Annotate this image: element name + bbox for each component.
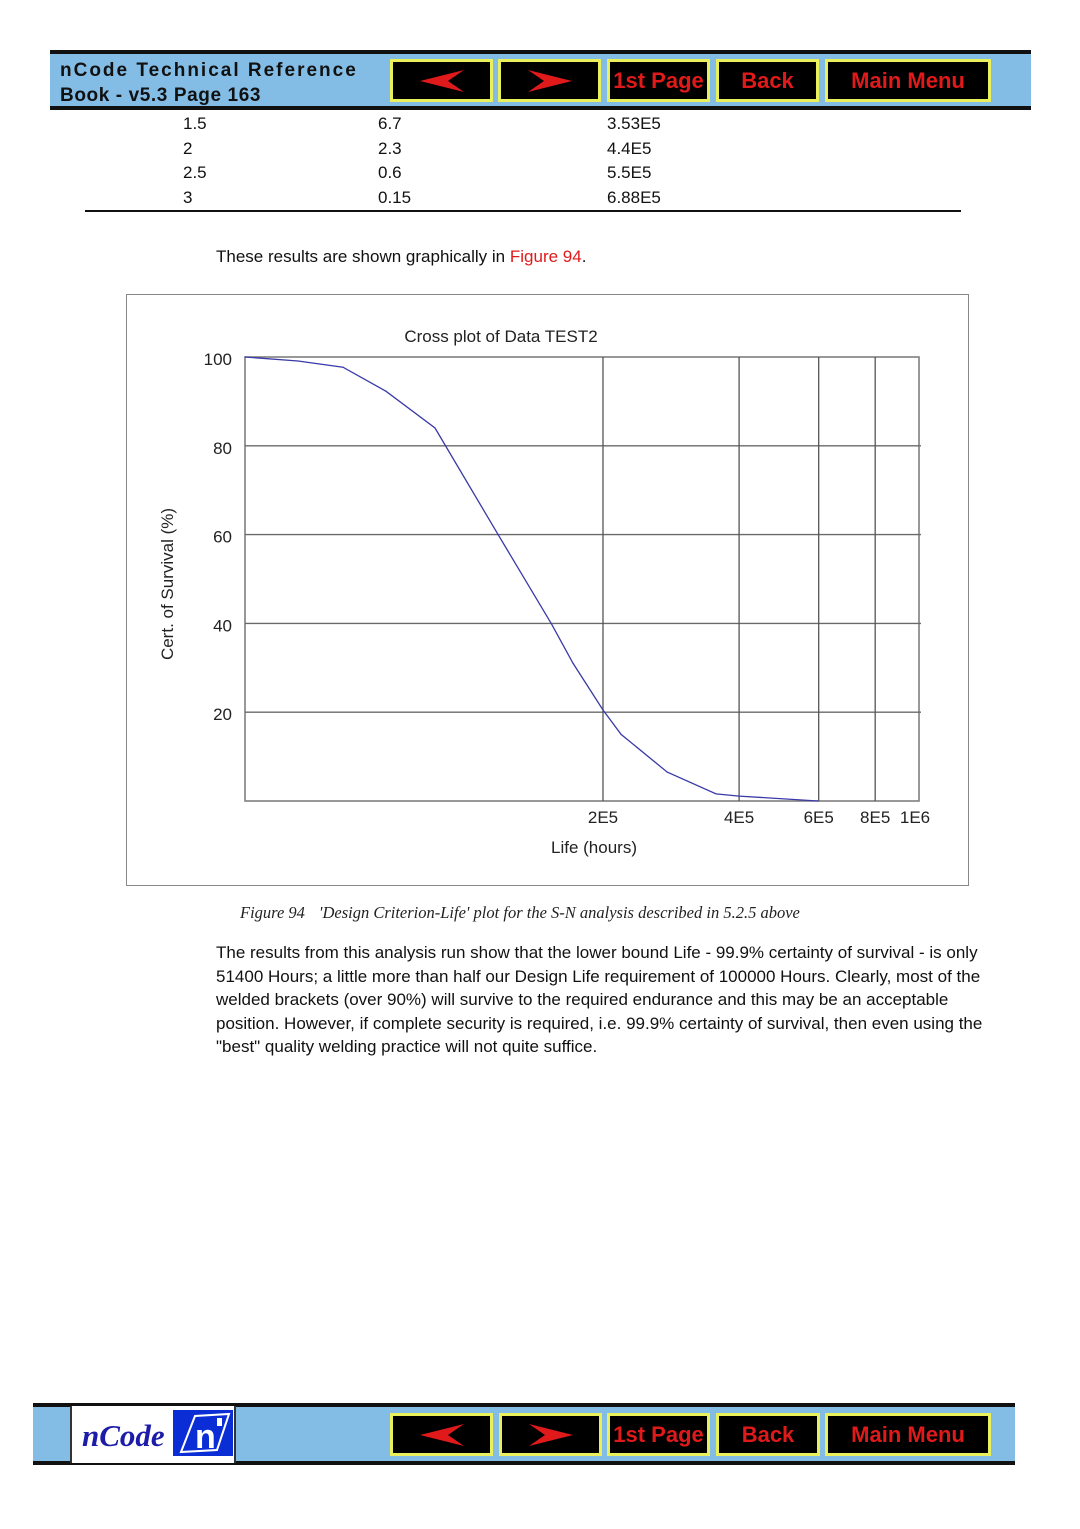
main-menu-button[interactable]: Main Menu xyxy=(825,1413,991,1456)
main-menu-button[interactable]: Main Menu xyxy=(825,59,991,102)
top-navigation-bar xyxy=(50,50,1031,110)
table-cell: 2.3 xyxy=(378,138,402,158)
chart-title: Cross plot of Data TEST2 xyxy=(404,327,598,346)
document-title xyxy=(60,58,358,108)
survival-curve-line xyxy=(245,357,818,801)
table-row xyxy=(85,186,961,211)
ncode-logo-mark-icon xyxy=(173,1410,233,1456)
survival-life-chart xyxy=(127,295,970,887)
document-title-line1: nCode Technical Reference xyxy=(60,60,358,81)
curve-data-point xyxy=(602,709,603,710)
x-tick-label: 4E5 xyxy=(723,808,755,827)
table-bottom-rule xyxy=(85,210,961,212)
x-tick-label: 2E5 xyxy=(587,808,619,827)
y-tick-label: 20 xyxy=(213,705,232,725)
figure-caption xyxy=(240,903,800,923)
red-left-arrow-icon xyxy=(418,1423,466,1447)
curve-data-point xyxy=(667,772,668,773)
ncode-logo-mark-letter: n xyxy=(195,1418,216,1456)
curve-data-point xyxy=(244,356,245,357)
first-page-button[interactable]: 1st Page xyxy=(607,59,710,102)
back-button[interactable]: Back xyxy=(716,1413,820,1456)
y-tick-label: 40 xyxy=(213,616,232,636)
table-row xyxy=(85,161,961,186)
document-title-line2: Book - v5.3 Page 163 xyxy=(60,85,262,106)
y-axis-label: Cert. of Survival (%) xyxy=(158,507,177,661)
curve-data-point xyxy=(434,427,435,428)
table-cell: 0.6 xyxy=(378,163,402,183)
y-tick-label: 100 xyxy=(203,350,232,369)
curve-data-point xyxy=(573,663,574,664)
x-tick-label: 8E5 xyxy=(860,808,891,827)
plot-area-border xyxy=(245,357,919,801)
red-left-arrow-icon xyxy=(418,69,466,93)
x-axis-label: Life (hours) xyxy=(551,838,637,857)
x-tick-label: 1E6 xyxy=(899,808,931,827)
figure-94-frame xyxy=(126,294,969,886)
table-cell: 2 xyxy=(183,138,193,158)
curve-data-point xyxy=(342,367,343,368)
results-table xyxy=(85,112,961,211)
figure-reference-link[interactable]: Figure 94 xyxy=(509,247,582,266)
table-cell: 1.5 xyxy=(183,114,207,133)
y-tick-label: 60 xyxy=(213,527,232,547)
table-cell: 6.7 xyxy=(378,114,402,133)
next-page-button[interactable] xyxy=(498,59,601,102)
bottom-navigation-bar xyxy=(33,1403,1015,1465)
red-right-arrow-icon xyxy=(527,1423,575,1447)
table-cell: 0.15 xyxy=(378,188,412,208)
curve-data-point xyxy=(385,391,386,392)
curve-data-point xyxy=(738,796,739,797)
y-tick-label: 80 xyxy=(213,438,232,458)
intro-end: . xyxy=(581,247,587,266)
curve-data-point xyxy=(817,800,818,801)
red-right-arrow-icon xyxy=(526,69,574,93)
table-row xyxy=(85,137,961,162)
figure-caption-number: Figure 94 xyxy=(240,903,305,922)
table-cell: 3 xyxy=(183,188,193,208)
table-cell: 5.5E5 xyxy=(607,163,652,183)
curve-data-point xyxy=(297,360,298,361)
back-button[interactable]: Back xyxy=(716,59,819,102)
curve-data-point xyxy=(715,793,716,794)
ncode-logo-text: nCode xyxy=(82,1418,165,1453)
curve-data-point xyxy=(551,623,552,624)
curve-data-point xyxy=(620,734,621,735)
intro-text: These results are shown graphically in xyxy=(216,247,510,266)
table-cell: 2.5 xyxy=(183,163,207,183)
previous-page-button[interactable] xyxy=(390,59,493,102)
table-row xyxy=(85,112,961,137)
figure-caption-text: 'Design Criterion-Life' plot for the S-N analysis described in 5.2.5 above xyxy=(318,903,800,922)
next-page-button[interactable] xyxy=(499,1413,602,1456)
intro-sentence xyxy=(216,247,586,267)
previous-page-button[interactable] xyxy=(390,1413,493,1456)
table-cell: 3.53E5 xyxy=(607,114,661,133)
table-cell: 6.88E5 xyxy=(607,188,661,208)
ncode-logo[interactable] xyxy=(70,1406,236,1463)
table-cell: 4.4E5 xyxy=(607,138,652,158)
curve-data-point xyxy=(497,534,498,535)
first-page-button[interactable]: 1st Page xyxy=(607,1413,710,1456)
body-paragraph: The results from this analysis run show that the lower bound Life - 99.9% certainty of survival - is only 51400 Hours; a little more than half our Design Life requirement of 100000 Hours. Clearly, most of the welded brackets (over 90%) will survive to the required endurance and this may be an acceptable position. However, if complete security is required, i.e. 99.9% certainty of survival, then even using the "best" quality welding practice will not quite suffice. xyxy=(216,943,983,1057)
x-tick-label: 6E5 xyxy=(803,808,834,827)
